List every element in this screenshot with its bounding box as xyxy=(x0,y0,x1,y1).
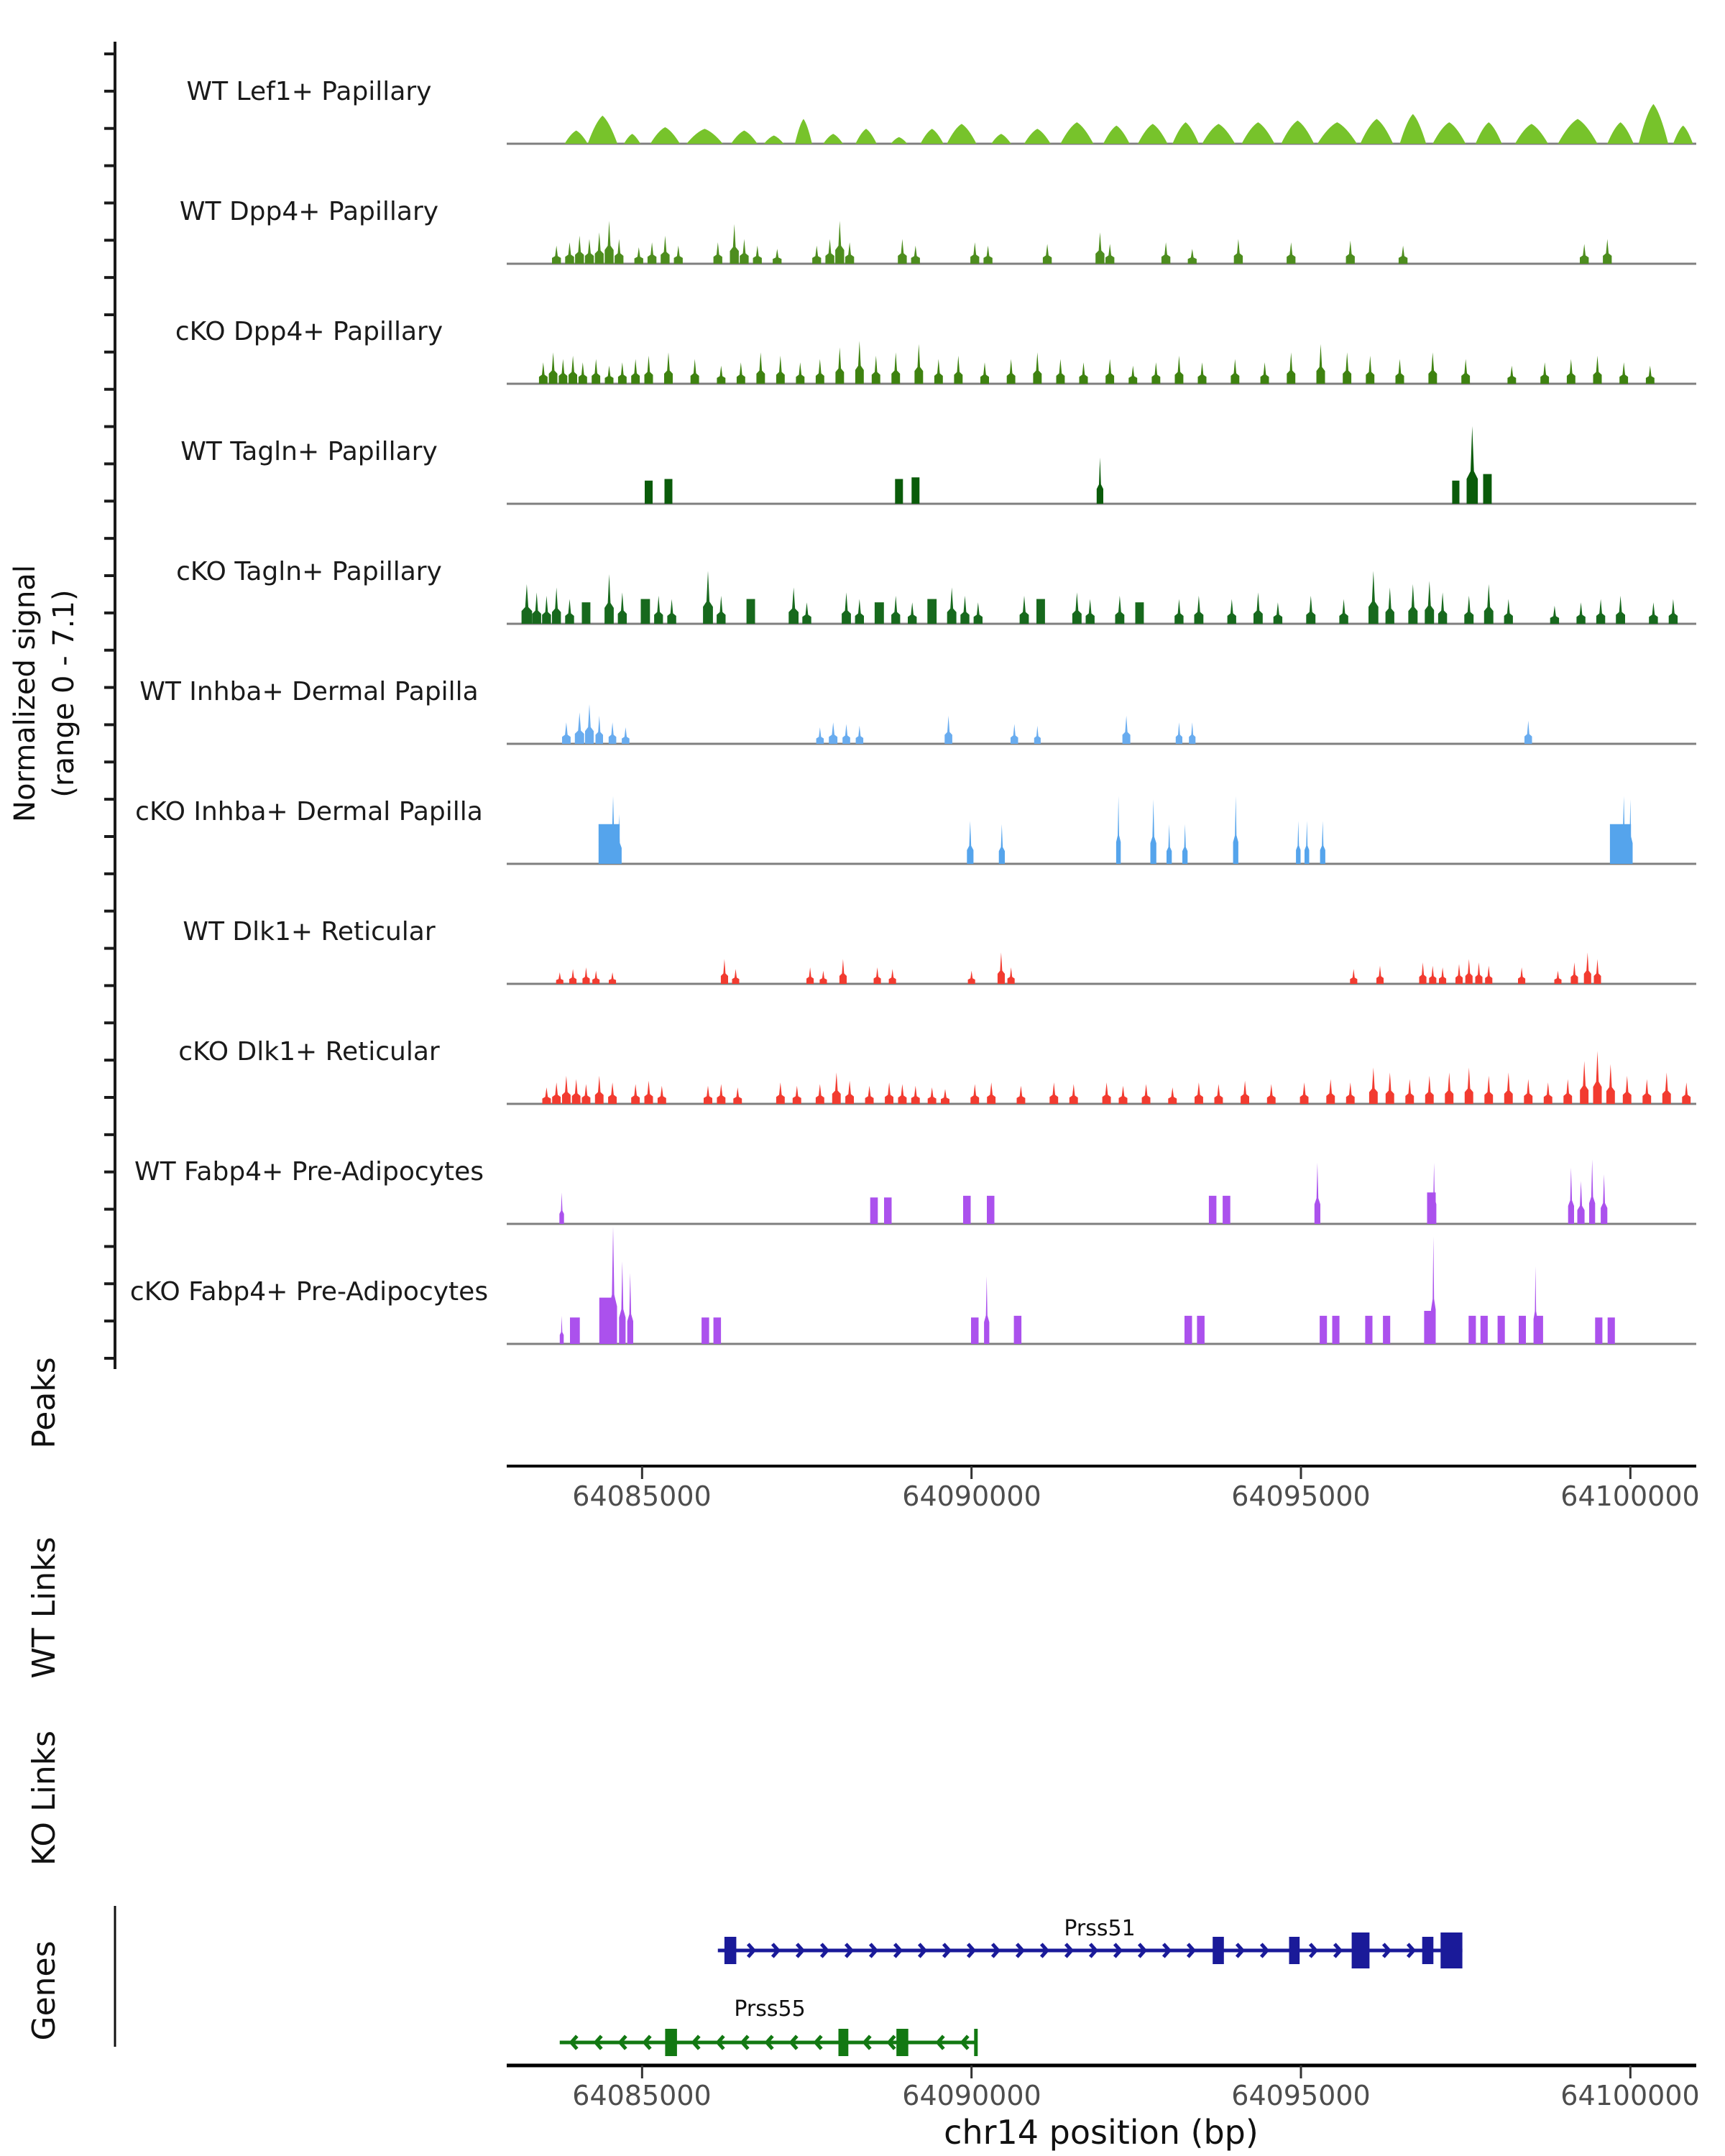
y-axis-label-line2: (range 0 - 7.1) xyxy=(47,589,80,798)
track-label-cko-dpp4: cKO Dpp4+ Papillary xyxy=(175,317,443,346)
gene-exon-Prss51 xyxy=(1213,1937,1224,1964)
x-tick-bottom-64090000: 64090000 xyxy=(902,2080,1041,2111)
track-label-cko-inhba: cKO Inhba+ Dermal Papilla xyxy=(135,797,483,826)
gene-label-prss51: Prss51 xyxy=(1064,1916,1136,1941)
x-tick-top-64095000: 64095000 xyxy=(1231,1480,1371,1512)
track-label-wt-inhba: WT Inhba+ Dermal Papilla xyxy=(139,677,479,706)
track-label-cko-tagln: cKO Tagln+ Papillary xyxy=(176,557,442,586)
x-axis-title: chr14 position (bp) xyxy=(944,2113,1259,2152)
track-label-wt-dpp4: WT Dpp4+ Papillary xyxy=(179,197,439,226)
section-label-genes: Genes xyxy=(26,1940,63,2041)
track-signal-3 xyxy=(645,426,1491,504)
gene-exon-Prss55 xyxy=(896,2029,908,2056)
x-tick-bottom-64100000: 64100000 xyxy=(1560,2080,1700,2111)
x-tick-top-64085000: 64085000 xyxy=(572,1480,712,1512)
track-label-wt-dlk1: WT Dlk1+ Reticular xyxy=(183,917,436,946)
gene-exon-Prss51 xyxy=(1289,1937,1300,1964)
gene-label-prss55: Prss55 xyxy=(734,1996,806,2022)
track-signal-0 xyxy=(565,104,1693,144)
x-tick-top-64090000: 64090000 xyxy=(902,1480,1041,1512)
track-label-wt-lef1: WT Lef1+ Papillary xyxy=(186,77,432,106)
track-signal-6 xyxy=(599,796,1633,864)
track-label-wt-fabp4: WT Fabp4+ Pre-Adipocytes xyxy=(134,1157,484,1187)
gene-exon-Prss55 xyxy=(665,2029,677,2056)
gene-exon-Prss51 xyxy=(1352,1932,1370,1968)
gene-exon-Prss55 xyxy=(974,2029,978,2056)
x-tick-top-64100000: 64100000 xyxy=(1560,1480,1700,1512)
gene-exon-Prss51 xyxy=(1422,1937,1434,1964)
track-signal-4 xyxy=(522,571,1678,624)
track-signal-2 xyxy=(539,341,1655,384)
track-label-cko-fabp4: cKO Fabp4+ Pre-Adipocytes xyxy=(129,1277,489,1307)
gene-exon-Prss51 xyxy=(724,1937,737,1964)
track-signal-8 xyxy=(543,1051,1691,1104)
track-signal-7 xyxy=(556,952,1601,984)
section-label-ko-links: KO Links xyxy=(26,1730,63,1866)
track-label-cko-dlk1: cKO Dlk1+ Reticular xyxy=(178,1037,440,1067)
x-tick-bottom-64095000: 64095000 xyxy=(1231,2080,1371,2111)
gene-exon-Prss55 xyxy=(839,2029,849,2056)
y-axis-label-line1: Normalized signal xyxy=(9,565,42,822)
x-tick-bottom-64085000: 64085000 xyxy=(572,2080,712,2111)
track-signal-9 xyxy=(559,1159,1607,1224)
track-label-wt-tagln: WT Tagln+ Papillary xyxy=(180,437,438,466)
section-label-wt-links: WT Links xyxy=(26,1537,63,1679)
gene-exon-Prss51 xyxy=(1440,1932,1462,1968)
section-label-peaks: Peaks xyxy=(26,1357,63,1449)
track-signal-10 xyxy=(560,1227,1615,1344)
track-signal-5 xyxy=(562,704,1532,744)
track-signal-1 xyxy=(552,221,1611,264)
